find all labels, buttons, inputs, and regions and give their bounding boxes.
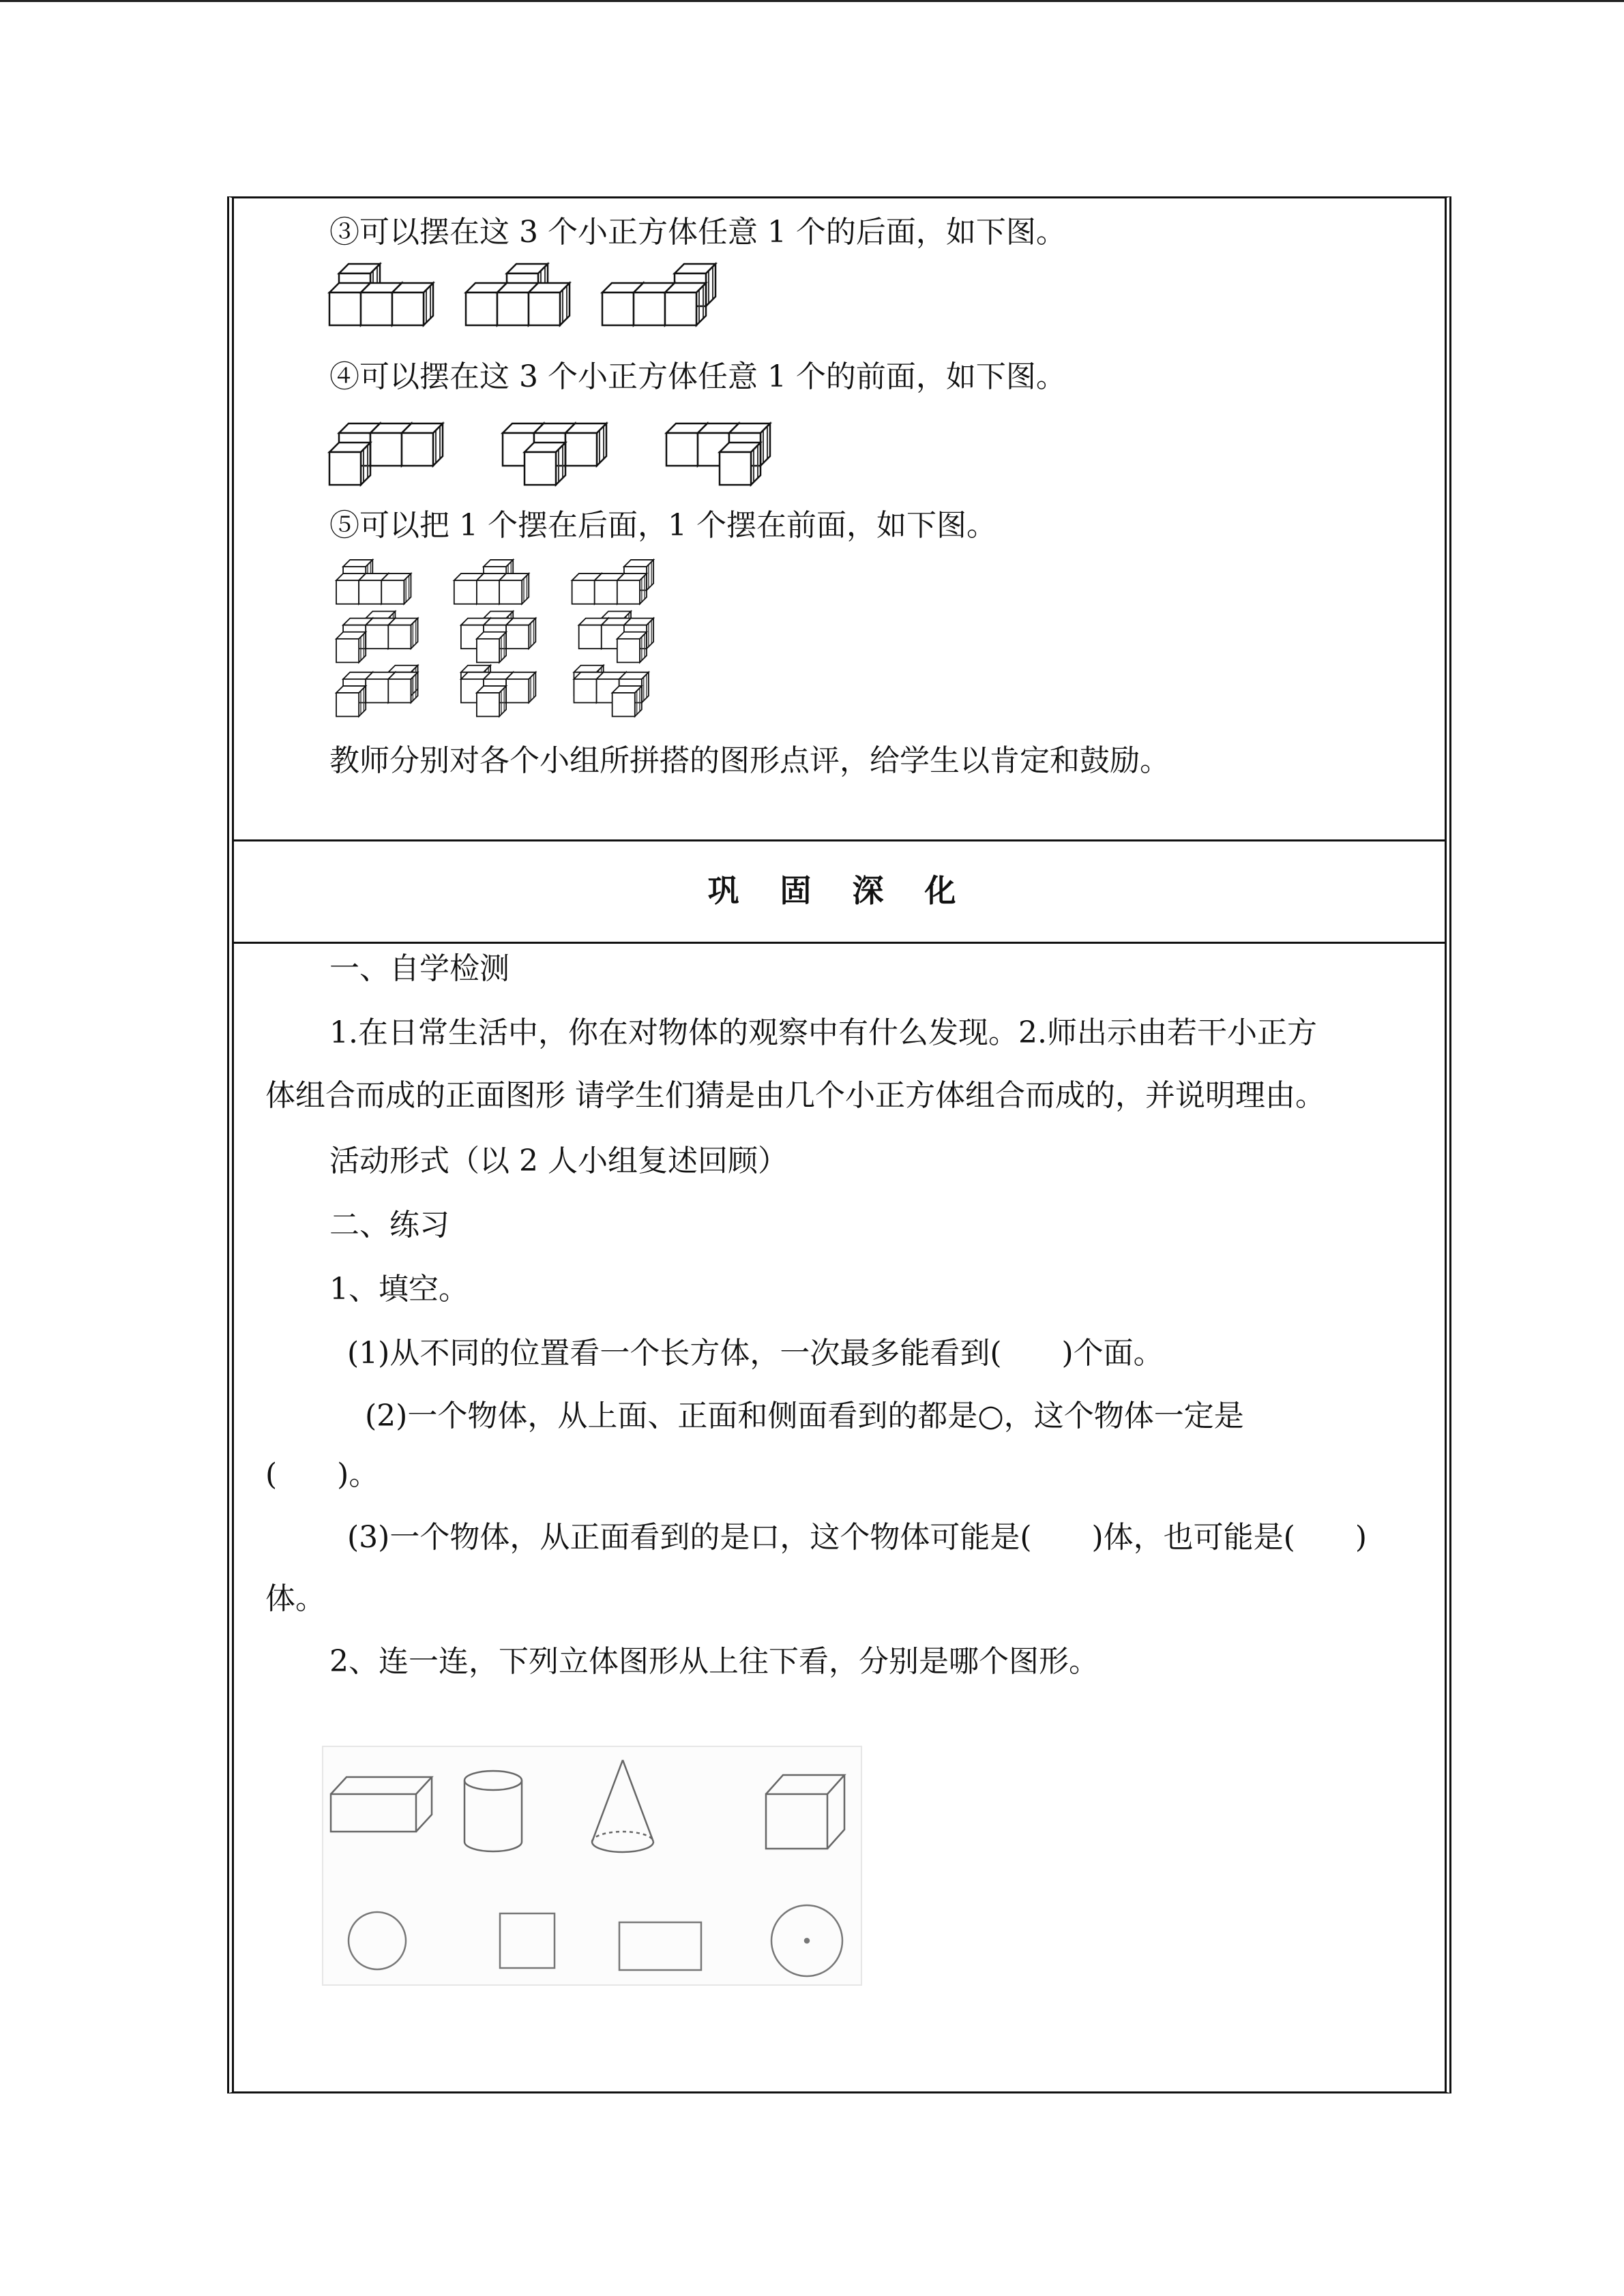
question-2-line2: ( )。: [265, 1457, 379, 1492]
arrangement-front-3: [666, 423, 770, 485]
arrangement-front-2: [503, 423, 606, 485]
item3-text: ③可以摆在这 3 个小正方体任意 1 个的后面，如下图。: [329, 215, 1066, 250]
section-heading: 巩 固 深 化: [707, 872, 971, 909]
item4-text: ④可以摆在这 3 个小正方体任意 1 个的前面，如下图。: [329, 359, 1066, 394]
arrangement-bf-4: [336, 612, 418, 663]
figure-cubes-back-front: [336, 567, 718, 730]
teacher-comment: 教师分别对各个小组所拼搭的图形点评，给学生以肯定和鼓励。: [329, 743, 1170, 778]
section-consolidate-header: [234, 839, 1445, 944]
connect-instruction: 2、连一连，下列立体图形从上往下看，分别是哪个图形。: [329, 1644, 1099, 1679]
question-3-line2: 体。: [265, 1581, 325, 1616]
figure-cubes-front: [329, 423, 807, 492]
item5-text: ⑤可以把 1 个摆在后面，1 个摆在前面，如下图。: [329, 508, 996, 543]
section-activity: [234, 198, 1445, 841]
section-consolidate: [234, 942, 1445, 2091]
question-2-line1: (2)一个物体，从上面、正面和侧面看到的都是○，这个物体一定是: [365, 1399, 1244, 1433]
question-1: (1)从不同的位置看一个长方体，一次最多能看到( )个面。: [347, 1336, 1164, 1371]
activity-form: 活动形式（以 2 人小组复述回顾）: [329, 1144, 788, 1178]
shapes-matching-figure: [323, 1746, 875, 1992]
arrangement-bf-7: [336, 666, 418, 717]
arrangement-bf-6: [579, 612, 653, 663]
arrangement-bf-8: [461, 666, 535, 717]
arrangement-back-1: [329, 264, 433, 325]
page-top-edge: [0, 0, 1624, 2]
arrangement-bf-1: [336, 560, 411, 604]
arrangement-bf-5: [461, 612, 535, 663]
arrangement-front-1: [329, 423, 443, 485]
arrangement-bf-9: [574, 666, 648, 717]
arrangement-bf-2: [454, 560, 529, 604]
fill-blank-heading: 1、填空。: [329, 1272, 469, 1307]
question-3-line1: (3)一个物体，从正面看到的是口，这个物体可能是( )体，也可能是( ): [347, 1520, 1367, 1555]
lesson-table: [227, 196, 1451, 2093]
self-test-line2: 体组合而成的正面图形 请学生们猜是由几个小正方体组合而成的，并说明理由。: [265, 1078, 1325, 1113]
self-test-line1: 1.在日常生活中，你在对物体的观察中有什么发现。2.师出示由若干小正方: [329, 1015, 1317, 1050]
self-test-heading: 一、自学检测: [329, 951, 510, 986]
practice-heading: 二、练习: [329, 1208, 449, 1242]
arrangement-back-3: [602, 264, 715, 325]
figure-cubes-back: [329, 273, 739, 335]
arrangement-bf-3: [572, 560, 654, 604]
arrangement-back-2: [466, 264, 570, 325]
